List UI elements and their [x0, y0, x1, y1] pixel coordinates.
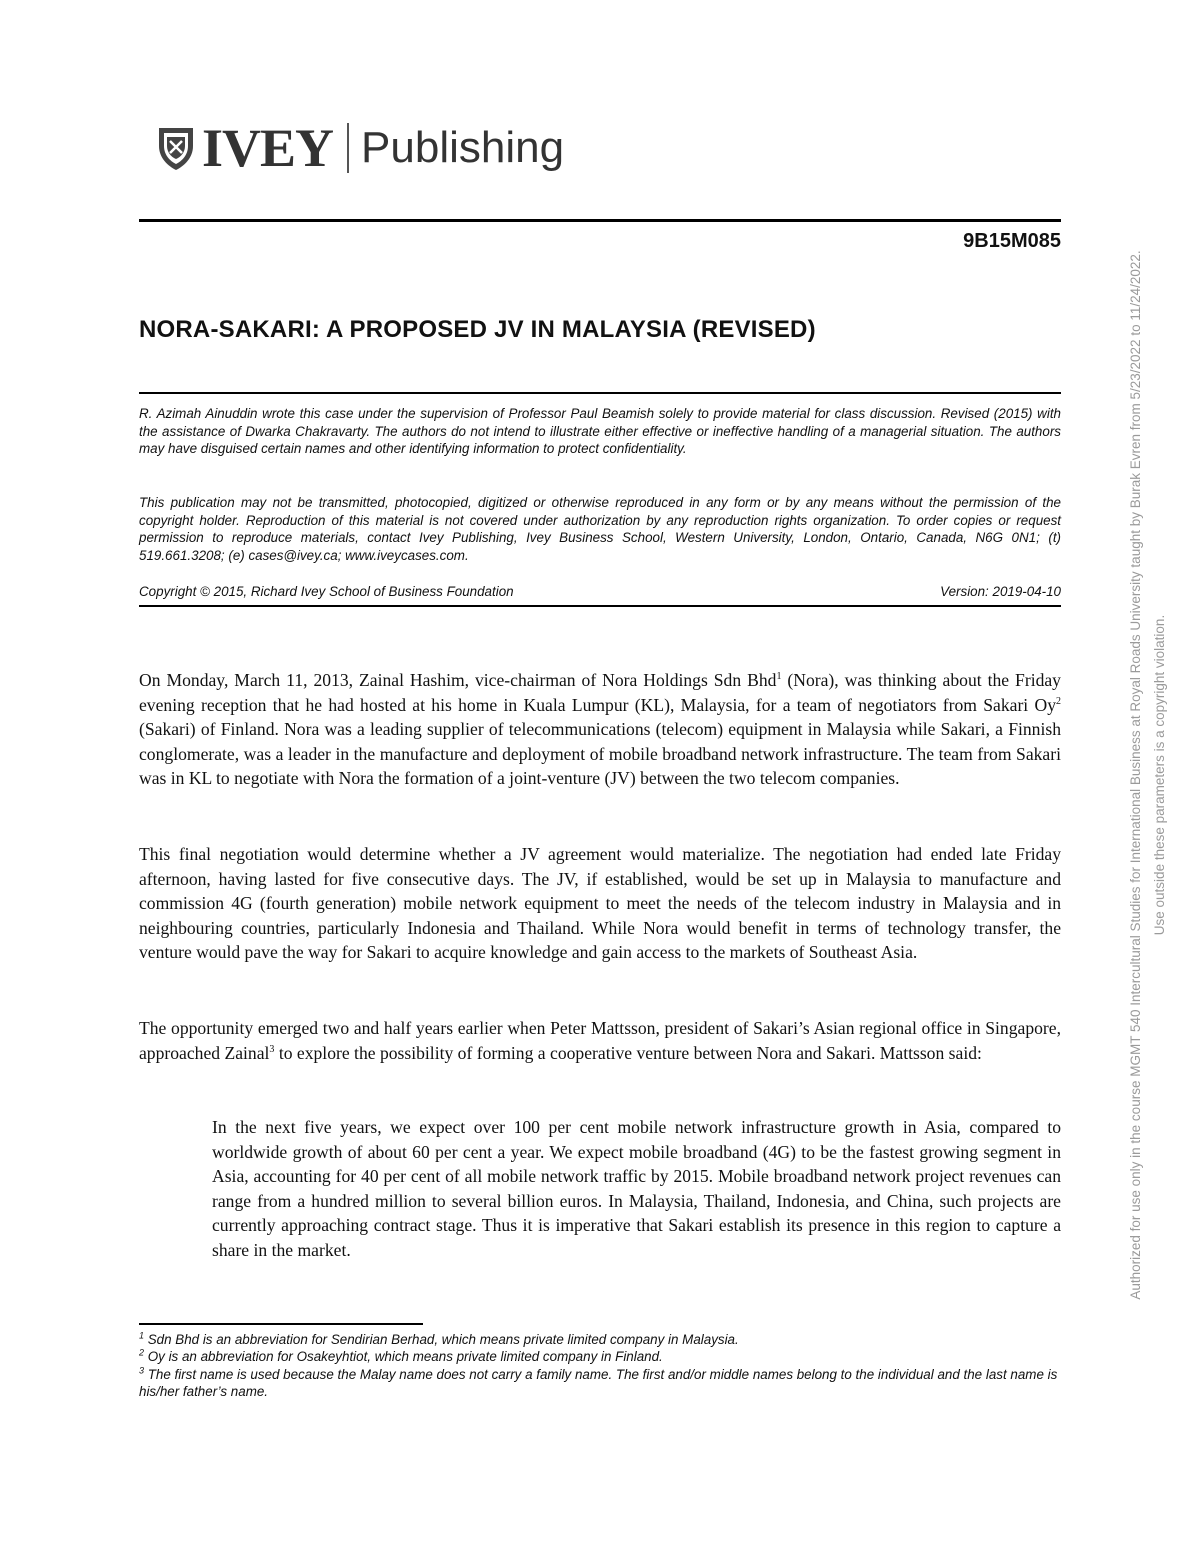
footnote-rule	[139, 1323, 423, 1325]
paragraph-1: On Monday, March 11, 2013, Zainal Hashim, vice-chairman of Nora Holdings Sdn Bhd$^1$ (Nora), was thinking about the Friday evening reception that he had hosted at his home in Kuala Lumpur (KL), Malaysia, for a team of negotiators from Sakari Oy$^2$ (Sakari) of Finland. Nora was a leading supplier of telecommunications (telecom) equipment in Malaysia while Sakari, a Finnish conglomerate, was a leader in the manufacture and deployment of mobile broadband network infrastructure. The team from Sakari was in KL to negotiate with Nora the formation of a joint-venture (JV) between the two telecom companies.	[139, 670, 1061, 789]
logo-divider	[347, 123, 349, 173]
watermark-line-2: Use outside these parameters is a copyright violation.	[1152, 614, 1167, 936]
authors-note: R. Azimah Ainuddin wrote this case under the supervision of Professor Paul Beamish solely to provide material for class discussion. Revised (2015) with the assistance of Dwarka Chakravarty. The authors do not intend to illustrate either effective or ineffective handling of a managerial situation. The authors may have disguised certain names and other identifying information to protect confidentiality.	[139, 406, 1061, 457]
copyright-text: Copyright © 2015, Richard Ivey School of Business Foundation	[139, 584, 514, 599]
footnote-ref-2: 2	[1056, 695, 1061, 707]
header-rule	[139, 219, 1061, 222]
document-title: NORA-SAKARI: A PROPOSED JV IN MALAYSIA (REVISED)	[139, 316, 816, 343]
ivey-crest-icon	[156, 124, 196, 172]
permissions-note: This publication may not be transmitted, photocopied, digitized or otherwise reproduced in any form or by any means without the permission of the copyright holder. Reproduction of this material is not covered under authorization by any reproduction rights organization. To order copies or request permission to reproduce materials, contact Ivey Publishing, Ivey Business School, Western University, London, Ontario, Canada, N6G 0N1; (t) 519.661.3208; (e) cases@ivey.ca; www.iveycases.com.	[139, 495, 1061, 563]
block-quote: In the next five years, we expect over 100 per cent mobile network infrastructure growth in Asia, compared to worldwide growth of about 60 per cent a year. We expect mobile broadband (4G) to be the fastest growing segment in Asia, accounting for 40 per cent of all mobile network traffic by 2015. Mobile broadband network project revenues can range from a hundred million to several billion euros. In Malaysia, Thailand, Indonesia, and China, such projects are currently approaching contract stage. Thus it is imperative that Sakari establish its presence in this region to capture a share in the market.	[212, 1117, 1061, 1260]
copyright-row	[139, 584, 1061, 599]
case-code: 9B15M085	[963, 230, 1061, 252]
footnotes	[139, 1331, 1061, 1401]
intro-rule	[139, 392, 1061, 394]
paragraph-3: The opportunity emerged two and half years earlier when Peter Mattsson, president of Sakari’s Asian regional office in Singapore, approached Zainal$^3$ to explore the possibility of forming a cooperative venture between Nora and Sakari. Mattsson said:	[139, 1018, 1061, 1063]
footnote-3: $^3$ The first name is used because the Malay name does not carry a family name. The first and/or middle names belong to the individual and the last name is his/her father’s name.	[139, 1365, 1058, 1400]
ivey-publishing-logo	[156, 118, 564, 178]
authorization-watermark	[1124, 160, 1172, 1390]
footnote-1: $^1$ Sdn Bhd is an abbreviation for Sendirian Berhad, which means private limited company in Malaysia.	[139, 1330, 739, 1347]
logo-brand: IVEY	[202, 118, 334, 178]
footnote-ref-3: 3	[269, 1043, 275, 1055]
watermark-line-1: Authorized for use only in the course MGMT 540 Intercultural Studies for International Business at Royal Roads University taught by Burak Evren from 5/23/2022 to 11/24/2022.	[1128, 250, 1143, 1300]
footnote-ref-1: 1	[776, 671, 782, 683]
logo-division: Publishing	[361, 123, 565, 172]
version-text: Version: 2019-04-10	[940, 584, 1061, 599]
intro-bottom-rule	[139, 605, 1061, 607]
footnote-2: $^2$ Oy is an abbreviation for Osakeyhtiot, which means private limited company in Finland.	[139, 1347, 663, 1365]
paragraph-2: This final negotiation would determine whether a JV agreement would materialize. The negotiation had ended late Friday afternoon, having lasted for five consecutive days. The JV, if established, would be set up in Malaysia to manufacture and commission 4G (fourth generation) mobile network equipment to meet the needs of the telecom industry in Malaysia and in neighbouring countries, particularly Indonesia and Thailand. While Nora would benefit in terms of technology transfer, the venture would pave the way for Sakari to acquire knowledge and gain access to the markets of Southeast Asia.	[139, 844, 1061, 963]
